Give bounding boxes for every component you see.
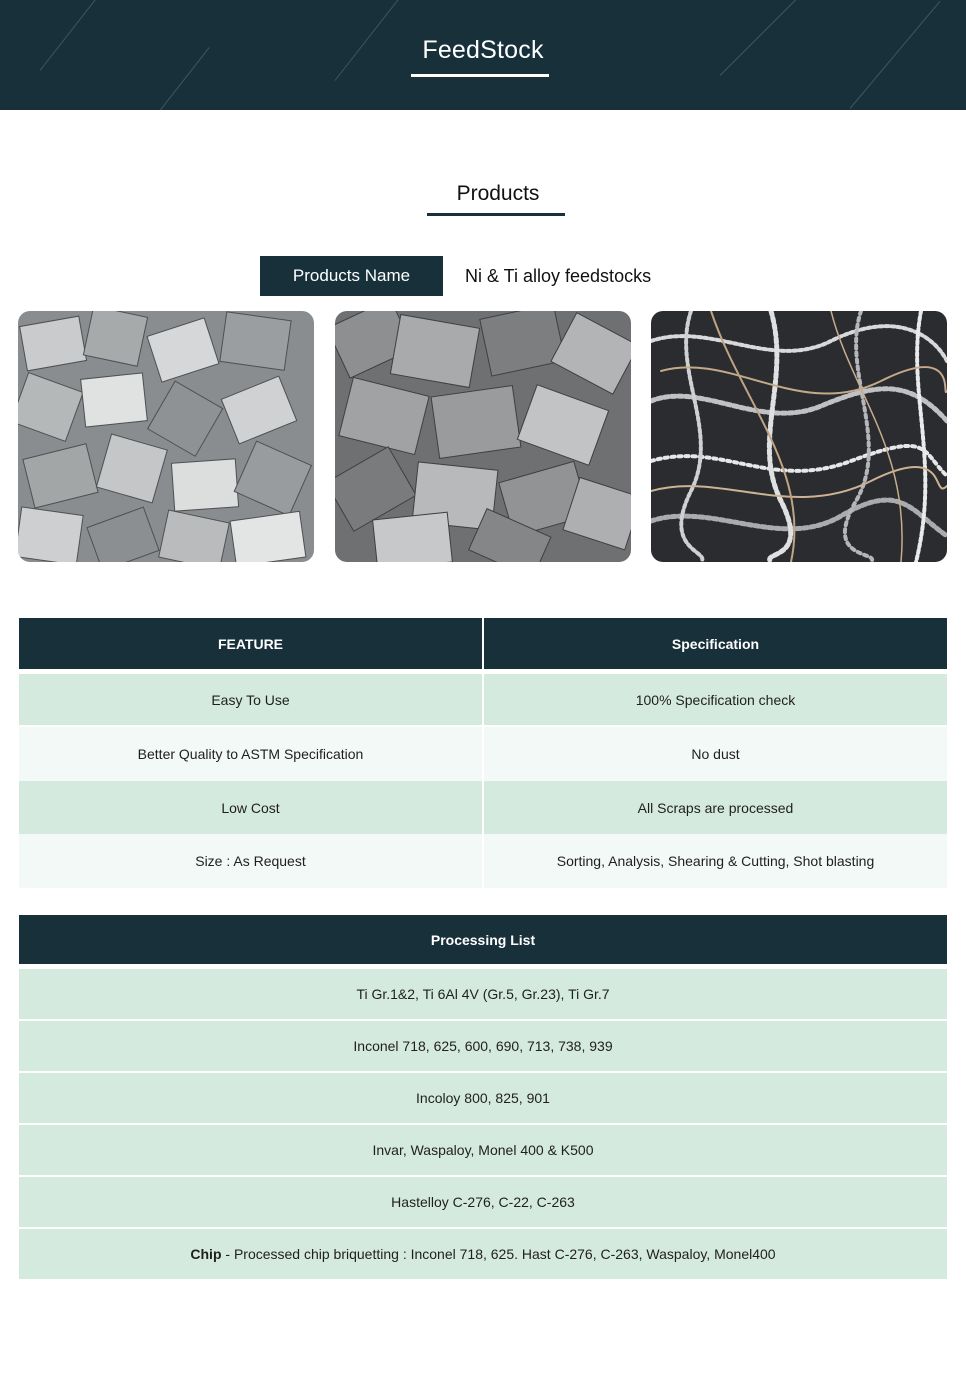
features-header-row — [19, 618, 947, 669]
table-row — [19, 674, 947, 725]
specification-cell: 100% Specification check — [484, 674, 947, 725]
table-row — [19, 727, 947, 781]
products-underline — [427, 213, 565, 216]
features-table — [19, 618, 947, 888]
processing-item: Inconel 718, 625, 600, 690, 713, 738, 939 — [19, 1021, 947, 1071]
processing-item: Invar, Waspaloy, Monel 400 & K500 — [19, 1125, 947, 1175]
hero-banner — [0, 0, 966, 110]
feature-cell: Better Quality to ASTM Specification — [19, 727, 482, 781]
feature-cell: Size : As Request — [19, 834, 482, 888]
feature-cell: Easy To Use — [19, 674, 482, 725]
processing-item: Ti Gr.1&2, Ti 6Al 4V (Gr.5, Gr.23), Ti Gr.7 — [19, 969, 947, 1019]
feature-cell: Low Cost — [19, 781, 482, 834]
feature-header: FEATURE — [19, 618, 482, 669]
specification-cell: Sorting, Analysis, Shearing & Cutting, Shot blasting — [484, 834, 947, 888]
table-row — [19, 1021, 947, 1071]
title-underline — [411, 74, 549, 77]
product-photo-pieces — [335, 311, 631, 562]
specification-cell: No dust — [484, 727, 947, 781]
table-row — [19, 834, 947, 888]
products-name-label: Products Name — [260, 256, 443, 296]
processing-item: Hastelloy C-276, C-22, C-263 — [19, 1177, 947, 1227]
processing-list-header: Processing List — [19, 915, 947, 964]
table-row — [19, 969, 947, 1019]
product-photo-chips — [651, 311, 947, 562]
products-name-value: Ni & Ti alloy feedstocks — [465, 266, 652, 286]
products-heading: Products — [456, 182, 540, 205]
processing-table — [19, 915, 947, 1279]
table-row — [19, 1177, 947, 1227]
product-photo-blocks — [18, 311, 314, 562]
table-row — [19, 781, 947, 834]
page-title: FeedStock — [422, 36, 544, 64]
processing-header-row — [19, 915, 947, 964]
table-row — [19, 1125, 947, 1175]
chip-label: Chip — [190, 1246, 222, 1262]
specification-cell: All Scraps are processed — [484, 781, 947, 834]
processing-item: Incoloy 800, 825, 901 — [19, 1073, 947, 1123]
chip-text: - Processed chip briquetting : Inconel 718, 625. Hast C-276, C-263, Waspaloy, Monel400 — [221, 1246, 776, 1262]
processing-item-chip — [19, 1229, 947, 1279]
table-row — [19, 1073, 947, 1123]
specification-header: Specification — [484, 618, 947, 669]
table-row — [19, 1229, 947, 1279]
